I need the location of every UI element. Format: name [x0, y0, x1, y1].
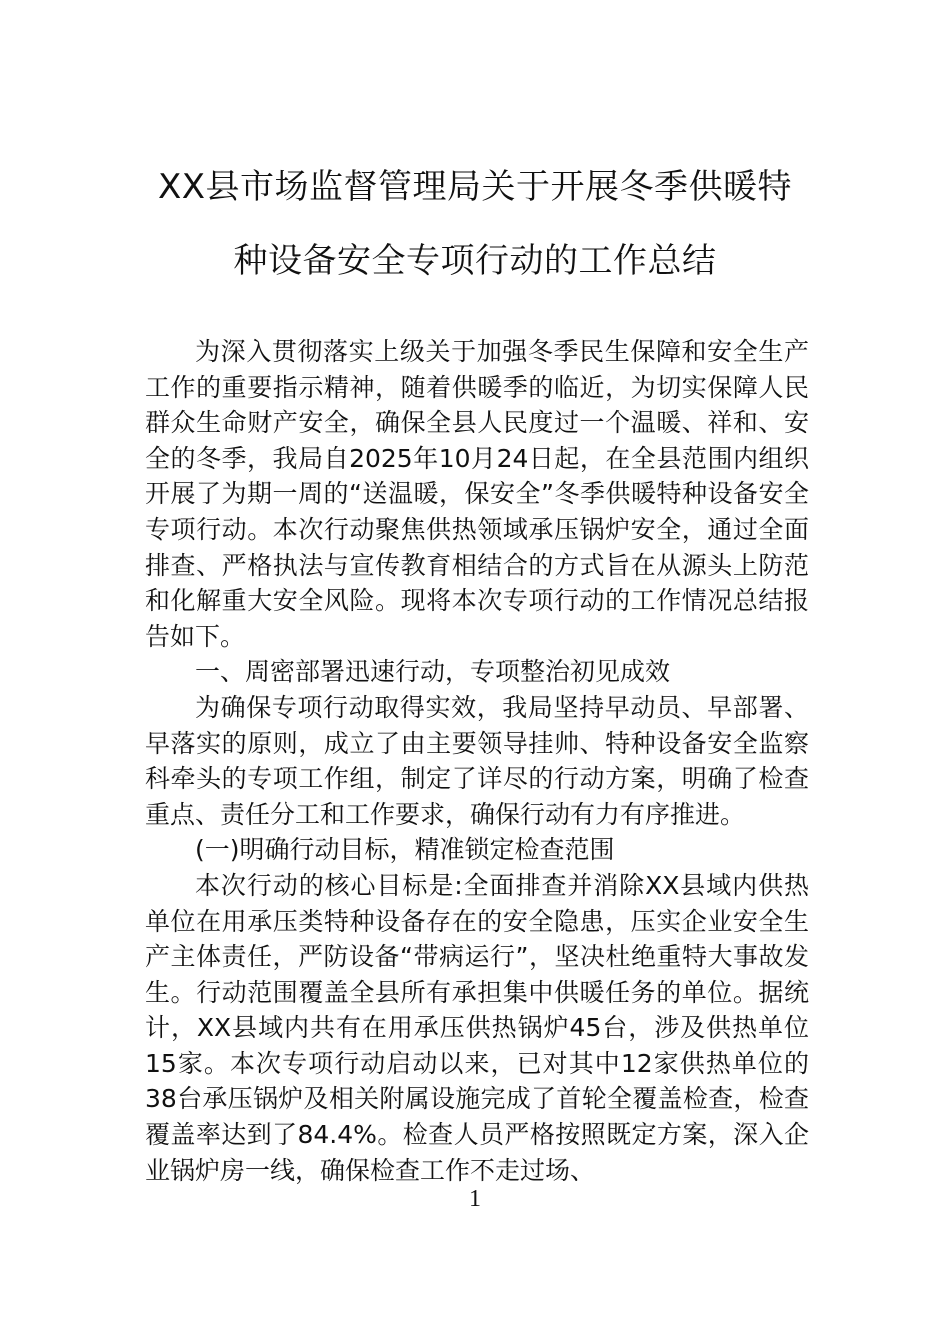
intro-paragraph: 为深入贯彻落实上级关于加强冬季民生保障和安全生产工作的重要指示精神，随着供暖季的临近，为切实保障人民群众生命财产安全，确保全县人民度过一个温暖、祥和、安全的冬季，我局自2025年10月24日起，在全县范围内组织开展了为期一周的“送温暖，保安全”冬季供暖特种设备安全专项行动。本次行动聚焦供热领域承压锅炉安全，通过全面排查、严格执法与宣传教育相结合的方式旨在从源头上防范和化解重大安全风险。现将本次专项行动的工作情况总结报告如下。 [145, 337, 809, 651]
section-heading-1: 一、周密部署迅速行动，专项整治初见成效 [195, 657, 671, 687]
document-title-line-2: 种设备安全专项行动的工作总结 [233, 241, 717, 281]
document-body [145, 334, 809, 1188]
subsection-1-paragraph: 本次行动的核心目标是:全面排查并消除XX县域内供热单位在用承压类特种设备存在的安全隐患，压实企业安全生产主体责任，严防设备“带病运行”，坚决杜绝重特大事故发生。行动范围覆盖全县所有承担集中供暖任务的单位。据统计，XX县域内共有在用承压供热锅炉45台，涉及供热单位15家。本次专项行动启动以来，已对其中12家供热单位的38台承压锅炉及相关附属设施完成了首轮全覆盖检查，检查覆盖率达到了84.4%。检查人员严格按照既定方案，深入企业锅炉房一线，确保检查工作不走过场、 [145, 870, 809, 1185]
subsection-heading-1: (一)明确行动目标，精准锁定检查范围 [195, 835, 615, 865]
document-title-line-1: XX县市场监督管理局关于开展冬季供暖特 [157, 167, 793, 207]
page-number: 1 [469, 1186, 481, 1212]
section-1-paragraph: 为确保专项行动取得实效，我局坚持早动员、早部署、早落实的原则，成立了由主要领导挂帅、特种设备安全监察科牵头的专项工作组，制定了详尽的行动方案，明确了检查重点、责任分工和工作要求，确保行动有力有序推进。 [145, 692, 809, 829]
